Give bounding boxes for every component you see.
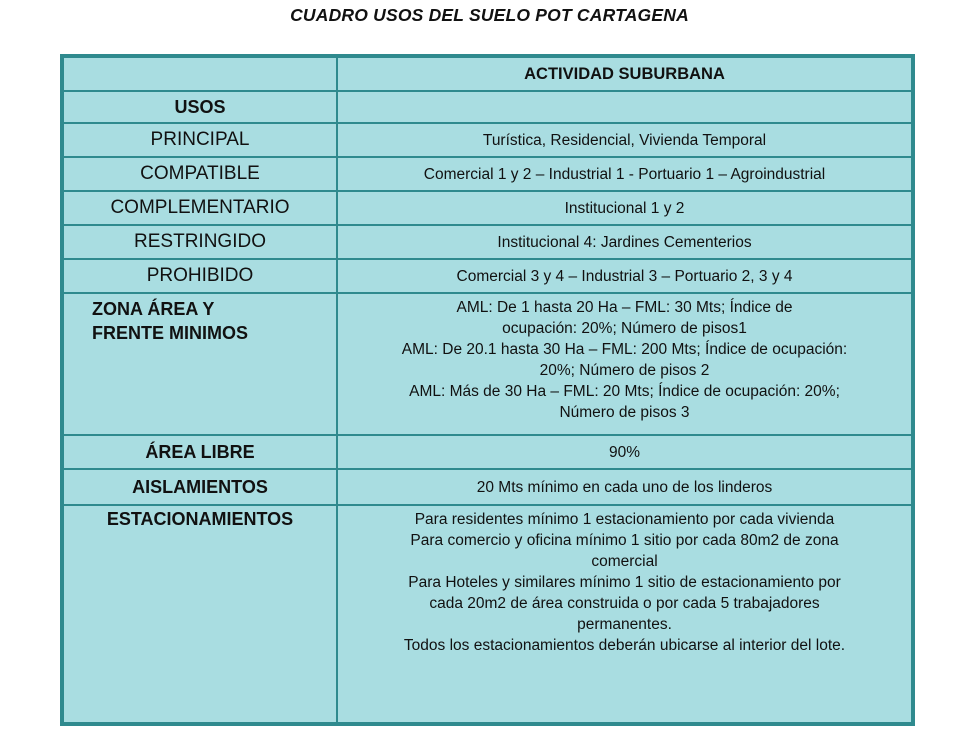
table-row-principal xyxy=(63,123,912,157)
table-row-complementario xyxy=(63,191,912,225)
row-label-principal: PRINCIPAL xyxy=(63,123,337,157)
page-title: CUADRO USOS DEL SUELO POT CARTAGENA xyxy=(290,5,689,25)
zona-value-line: 20%; Número de pisos 2 xyxy=(539,362,710,379)
zona-label-line: ZONA ÁREA Y xyxy=(92,299,215,319)
table-header-row xyxy=(63,57,912,91)
zona-value-line: AML: Más de 30 Ha – FML: 20 Mts; Índice de ocupación: 20%; xyxy=(409,383,840,400)
row-value-compatible: Comercial 1 y 2 – Industrial 1 - Portuario 1 – Agroindustrial xyxy=(337,157,912,191)
row-value-area-libre: 90% xyxy=(337,435,912,469)
zona-value-line: ocupación: 20%; Número de pisos1 xyxy=(502,320,747,337)
table-row-prohibido xyxy=(63,259,912,293)
estacionamientos-value-line: Para residentes mínimo 1 estacionamiento por cada vivienda xyxy=(414,511,835,528)
land-use-table xyxy=(60,54,915,726)
row-label-area-libre: ÁREA LIBRE xyxy=(63,435,337,469)
row-value-aislamientos: 20 Mts mínimo en cada uno de los linderos xyxy=(337,469,912,505)
row-label-zona-area xyxy=(63,293,337,435)
estacionamientos-value-line: permanentes. xyxy=(577,616,672,633)
row-label-restringido: RESTRINGIDO xyxy=(63,225,337,259)
column-header-actividad-suburbana: ACTIVIDAD SUBURBANA xyxy=(337,57,912,91)
row-value-principal: Turística, Residencial, Vivienda Temporal xyxy=(337,123,912,157)
usos-row xyxy=(63,91,912,123)
zona-label-line: FRENTE MINIMOS xyxy=(92,323,248,343)
row-value-restringido: Institucional 4: Jardines Cementerios xyxy=(337,225,912,259)
table-row-area-libre xyxy=(63,435,912,469)
zona-value-line: AML: De 1 hasta 20 Ha – FML: 30 Mts; Índice de xyxy=(456,299,793,316)
table-row-restringido xyxy=(63,225,912,259)
row-label-prohibido: PROHIBIDO xyxy=(63,259,337,293)
row-value-zona-area xyxy=(337,293,912,435)
usos-empty-cell xyxy=(337,91,912,123)
estacionamientos-value-line: comercial xyxy=(591,553,658,570)
row-label-aislamientos: AISLAMIENTOS xyxy=(63,469,337,505)
row-label-complementario: COMPLEMENTARIO xyxy=(63,191,337,225)
table-row-compatible xyxy=(63,157,912,191)
row-value-prohibido: Comercial 3 y 4 – Industrial 3 – Portuario 2, 3 y 4 xyxy=(337,259,912,293)
estacionamientos-value-line: Para Hoteles y similares mínimo 1 sitio de estacionamiento por xyxy=(408,574,841,591)
row-value-estacionamientos xyxy=(337,505,912,723)
estacionamientos-value-line: Para comercio y oficina mínimo 1 sitio por cada 80m2 de zona xyxy=(410,532,839,549)
row-label-estacionamientos: ESTACIONAMIENTOS xyxy=(63,505,337,723)
table-row-aislamientos xyxy=(63,469,912,505)
table-row-zona-area xyxy=(63,293,912,435)
land-use-grid xyxy=(62,56,913,724)
header-empty-cell xyxy=(63,57,337,91)
estacionamientos-value-line: Todos los estacionamientos deberán ubicarse al interior del lote. xyxy=(403,637,846,654)
zona-value-line: AML: De 20.1 hasta 30 Ha – FML: 200 Mts; Índice de ocupación: xyxy=(401,341,848,358)
row-label-compatible: COMPATIBLE xyxy=(63,157,337,191)
row-value-complementario: Institucional 1 y 2 xyxy=(337,191,912,225)
usos-label: USOS xyxy=(63,91,337,123)
table-row-estacionamientos xyxy=(63,505,912,723)
zona-value-line: Número de pisos 3 xyxy=(559,404,690,421)
estacionamientos-value-line: cada 20m2 de área construida o por cada 5 trabajadores xyxy=(429,595,820,612)
